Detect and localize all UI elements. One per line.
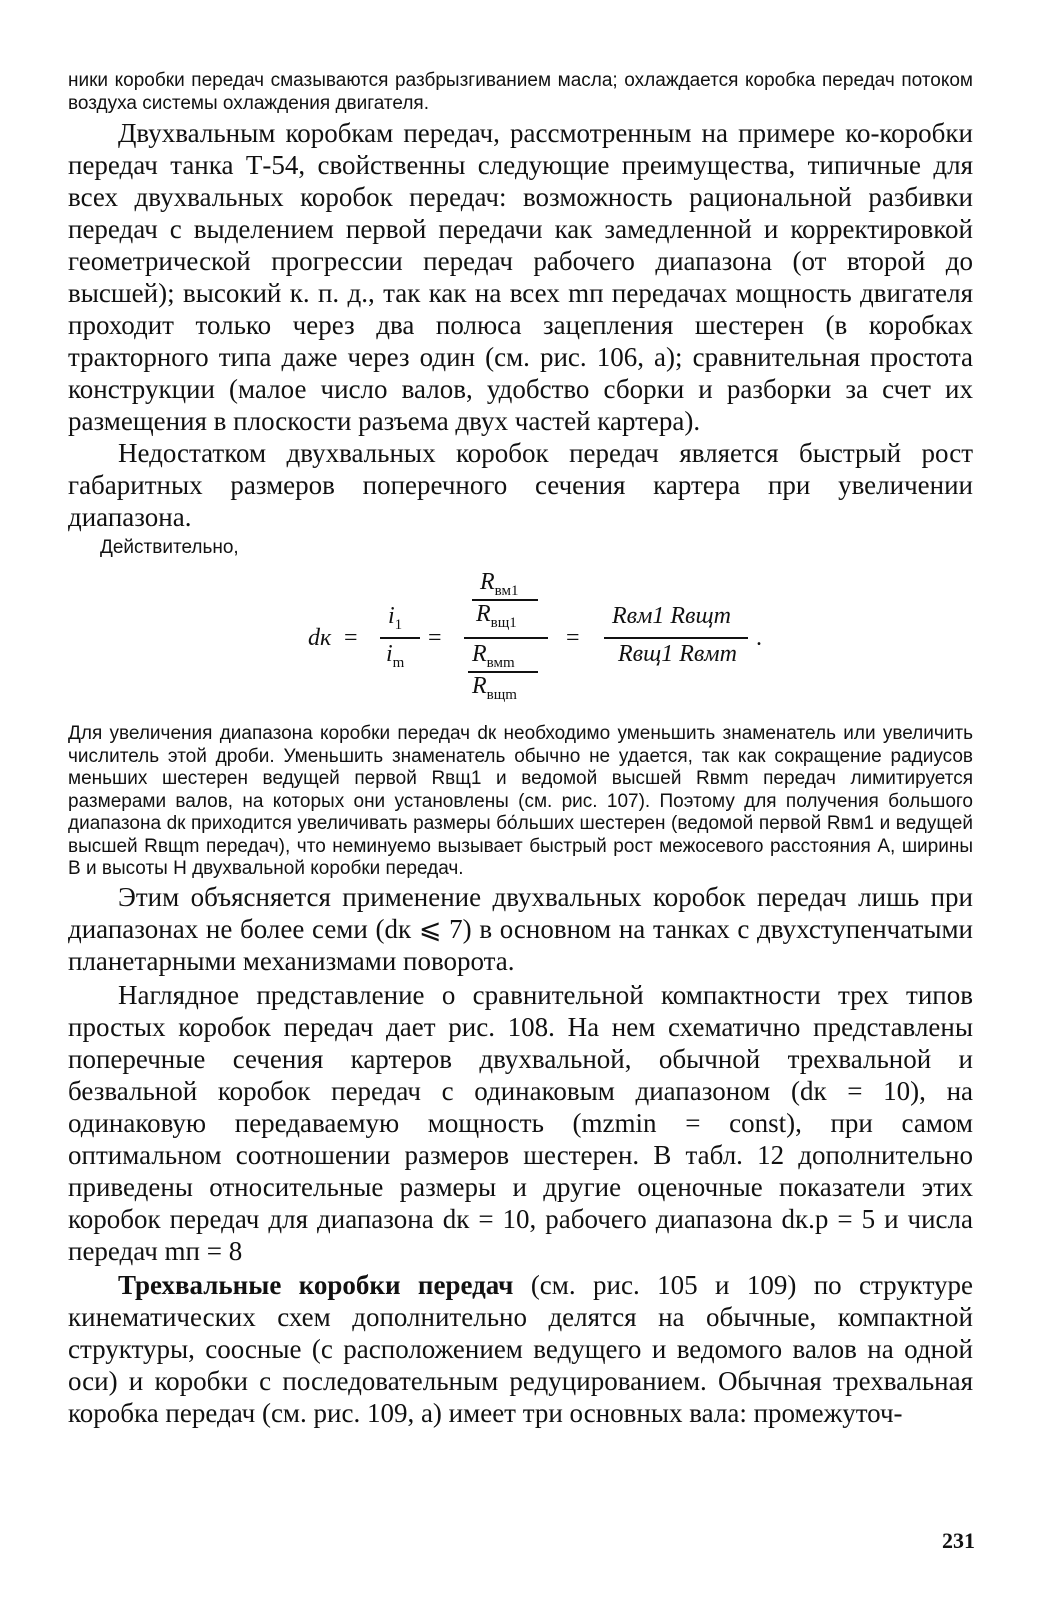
formula-rhs-denominator: Rвщ1 Rвмm [618,641,737,667]
formula-rhs-numerator: Rвм1 Rвщm [612,603,731,629]
paragraph-advantages: Двухвальным коробкам передач, рассмотренным на примере ко-коробки передач танка Т-54, свойственны следующие преимущества, типичные для всех двухвальных коробок передач: возможность рациональной разбивки передач с выделением первой передачи как замедленной и корректировкой геометрической прогрессии передач рабочего диапазона (от второй до высшей); высокий к. п. д., так как на всех mп передачах мощность двигателя проходит только через два полюса зацепления шестерен (в коробках тракторного типа даже через один (см. рис. 106, a); сравнительная простота конструкции (малое число валов, удобство сборки и разборки за счет их размещения в плоскости разъема двух частей картера). [68,118,973,436]
paragraph-visual-comparison: Наглядное представление о сравнительной компактности трех типов простых коробок передач дает рис. 108. На нем схематично представлены поперечные сечения картеров двухвальной, обычной трехвальной и безвальной коробок передач с одинаковым диапазоном (dк = 10), на одинаковую передаваемую мощность (mzmin = const), при самом оптимальном соотношении размеров шестерен. В табл. 12 дополнительно приведены относительные размеры и другие оценочные показатели этих коробок передач для диапазона dк = 10, рабочего диапазона dк.р = 5 и числа передач mп = 8 [68,979,973,1266]
fraction-bar-1 [380,637,420,639]
lead-in-text: Действительно, [100,537,239,558]
formula-eq-3: = [566,625,580,651]
formula-r-vm1: $R_{вм1}$ [480,569,519,599]
formula-period: . [756,625,762,651]
three-shaft-heading: Трехвальные коробки передач [118,1269,514,1300]
formula-r-vshm: $R_{вщm}$ [472,673,517,703]
formula-r-vmm: $R_{вмm}$ [472,641,515,671]
formula-lhs: dк [308,625,332,651]
range-formula [68,567,973,717]
formula-r-vsh1: $R_{вщ1}$ [476,601,517,631]
formula-im: $i_m$ [386,641,405,671]
paragraph-intro: ники коробки передач смазываются разбрызгиванием масла; охлаждается коробка передач потоком воздуха системы охлаждения двигателя. [68,70,973,114]
paragraph-disadvantage: Недостатком двухвальных коробок передач является быстрый рост габаритных размеров поперечного сечения картера при увеличении диапазона. [68,438,973,532]
three-shaft-body: (см. рис. 105 и 109) по структуре кинематических схем дополнительно делятся на обычные, компактной структуры, соосные (с расположением ведущего и ведомого валов на одной оси) и коробки с последовательным редуцированием. Обычная трехвальная коробка передач (см. рис. 109, a) имеет три основных вала: промежуточ- [68,1269,973,1428]
paragraph-explains: Этим объясняется применение двухвальных коробок передач лишь при диапазонах не более семи (dк ⩽ 7) в основном на танках с двухступенчатыми планетарными механизмами поворота. [68,881,973,976]
formula-eq-2: = [428,625,442,651]
fraction-bar-main [464,637,548,639]
fraction-bar-rhs [604,637,748,639]
page-number: 231 [942,1528,975,1553]
paragraph-range-explanation: Для увеличения диапазона коробки передач dк необходимо уменьшить знаменатель или увеличить числитель этой дроби. Уменьшить знаменатель обычно не удается, так как сокращение радиусов меньших шестерен ведущей первой Rвщ1 и ведомой высшей Rвмm передач лимитируется размерами валов, на которых они установлены (см. рис. 107). Поэтому для получения большого диапазона dк приходится увеличивать размеры бо́льших шестерен (ведомой первой Rвм1 и ведущей высшей Rвщm передач), что неминуемо вызывает быстрый рост межосевого расстояния A, ширины B и высоты H двухвальной коробки передач. [68,723,973,879]
formula-eq-1: = [344,625,358,651]
paragraph-three-shaft [68,1269,973,1429]
formula-i1: $i_1$ [388,603,403,633]
